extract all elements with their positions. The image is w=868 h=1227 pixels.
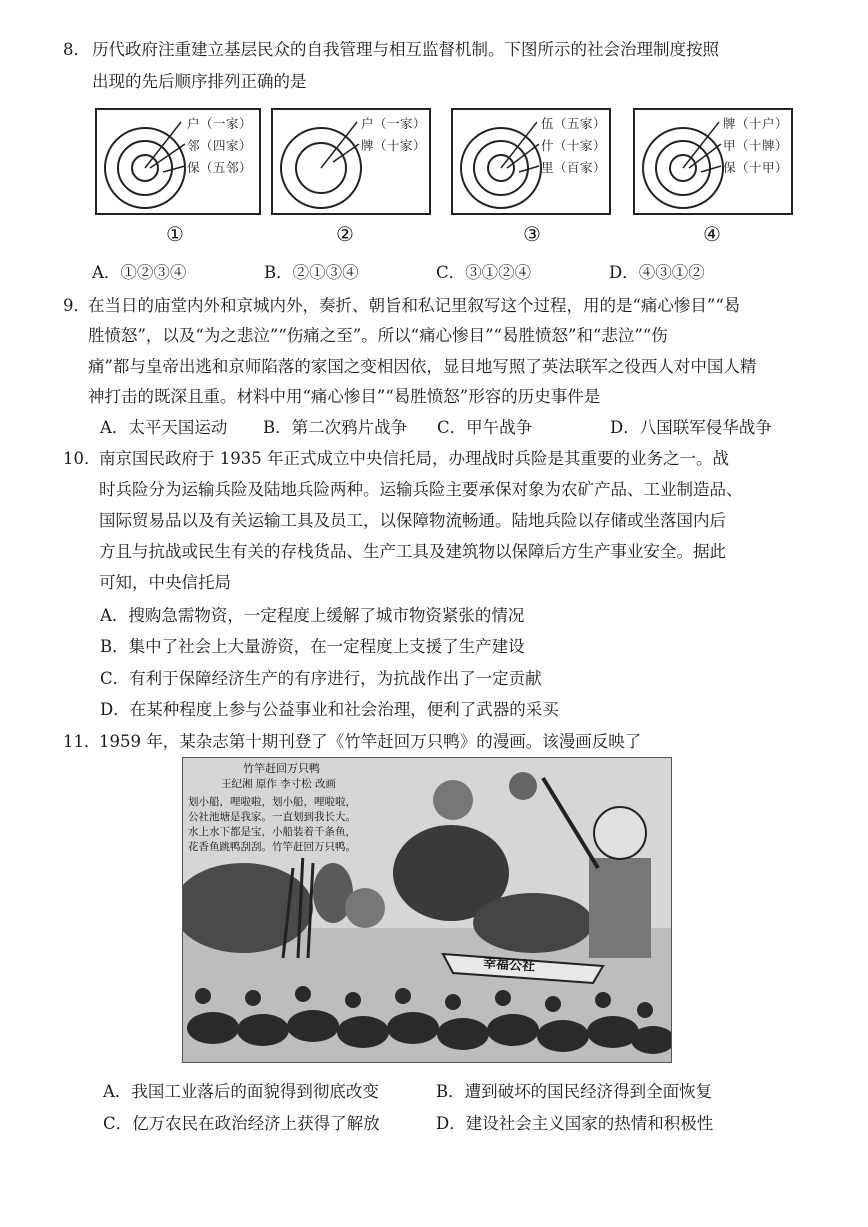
diagram-4	[633, 108, 793, 215]
ring-label: 里（百家）	[541, 160, 607, 175]
ring-label: 户（一家）	[187, 116, 253, 131]
diagram-label: ①	[166, 222, 184, 246]
question-number: 11．	[63, 732, 101, 751]
option-a[interactable]: A．搜购急需物资，一定程度上缓解了城市物资紧张的情况	[100, 606, 525, 625]
option-d[interactable]: D．在某种程度上参与公益事业和社会治理，便利了武器的采买	[100, 700, 559, 719]
option-b[interactable]: B．集中了社会上大量游资，在一定程度上支援了生产建设	[100, 637, 525, 656]
question-stem-line: 在当日的庙堂内外和京城内外，奏折、朝旨和私记里叙写这个过程，用的是“痛心惨目”“曷	[88, 296, 741, 315]
question-number: 10．	[63, 449, 101, 468]
ring-label: 保（十甲）	[723, 160, 789, 175]
ring-label: 牌（十家）	[361, 138, 427, 153]
question-stem-line: 出现的先后顺序排列正确的是	[92, 72, 307, 91]
question-stem-line: 胜愤怒”，以及“为之悲泣”“伤痛之至”。所以“痛心惨目”“曷胜愤怒”和“悲泣”“伤	[88, 326, 668, 345]
option-c[interactable]: C．亿万农民在政治经济上获得了解放	[103, 1114, 380, 1133]
ring-label: 户（一家）	[361, 116, 427, 131]
diagram-label: ④	[703, 222, 721, 246]
question-stem-line: 国际贸易品以及有关运输工具及员工，以保障物流畅通。陆地兵险以存储或坐落国内后	[99, 511, 726, 530]
question-stem-line: 历代政府注重建立基层民众的自我管理与相互监督机制。下图所示的社会治理制度按照	[92, 40, 719, 59]
question-number: 9．	[63, 296, 90, 315]
option-c[interactable]: C．甲午战争	[437, 418, 533, 437]
question-stem-line: 南京国民政府于 1935 年正式成立中央信托局，办理战时兵险是其重要的业务之一。战	[99, 449, 729, 468]
option-b[interactable]: B．第二次鸦片战争	[263, 418, 408, 437]
option-c[interactable]: C．有利于保障经济生产的有序进行，为抗战作出了一定贡献	[100, 669, 542, 688]
option-a[interactable]: A．我国工业落后的面貌得到彻底改变	[103, 1082, 379, 1101]
option-d[interactable]: D．八国联军侵华战争	[610, 418, 772, 437]
option-b[interactable]: B．遭到破坏的国民经济得到全面恢复	[436, 1082, 713, 1101]
option-d[interactable]: D．④③①②	[609, 263, 705, 282]
question-stem-line: 方且与抗战或民生有关的存栈货品、生产工具及建筑物以保障后方生产事业安全。据此	[99, 542, 726, 561]
option-a[interactable]: A．①②③④	[92, 263, 187, 282]
diagram-1	[95, 108, 261, 215]
question-stem-line: 时兵险分为运输兵险及陆地兵险两种。运输兵险主要承保对象为农矿产品、工业制造品、	[99, 480, 743, 499]
cartoon-poem-line: 划小船，哩啦啦，划小船，哩啦啦，	[188, 796, 356, 808]
cartoon-credit: 王纪湘 原作 李寸松 改画	[221, 778, 337, 790]
option-d[interactable]: D．建设社会主义国家的热情和积极性	[436, 1114, 714, 1133]
diagram-3	[451, 108, 611, 215]
question-stem-line: 痛”都与皇帝出逃和京师陷落的家国之变相因依，显目地写照了英法联军之役西人对中国人精	[88, 357, 757, 376]
diagram-label: ③	[523, 222, 541, 246]
question-stem-line: 1959 年，某杂志第十期刊登了《竹竿赶回万只鸭》的漫画。该漫画反映了	[99, 732, 642, 751]
ring-label: 甲（十牌）	[723, 138, 789, 153]
question-stem-line: 可知，中央信托局	[99, 573, 231, 592]
ring-label: 什（十家）	[541, 138, 607, 153]
ring-label: 伍（五家）	[541, 116, 607, 131]
cartoon-poem-line: 水上水下都是宝，小船装着千条鱼，	[188, 826, 356, 838]
ring-label: 保（五邻）	[187, 160, 253, 175]
cartoon-image	[182, 757, 672, 1063]
option-a[interactable]: A．太平天国运动	[100, 418, 228, 437]
cartoon-title: 竹竿赶回万只鸭	[243, 762, 320, 775]
diagram-label: ②	[336, 222, 354, 246]
ring-label: 邻（四家）	[187, 138, 253, 153]
boat-sign: 幸福公社	[482, 956, 536, 975]
option-b[interactable]: B．②①③④	[264, 263, 359, 282]
question-number: 8．	[63, 40, 90, 59]
cartoon-poem-line: 公社池塘是我家。一直划到我长大。	[188, 811, 356, 823]
question-stem-line: 神打击的既深且重。材料中用“痛心惨目”“曷胜愤怒”形容的历史事件是	[88, 387, 601, 406]
option-c[interactable]: C．③①②④	[436, 263, 532, 282]
cartoon-poem-line: 花香鱼跳鸭刮刮。竹竿赶回万只鸭。	[188, 841, 356, 853]
ring-label: 牌（十户）	[723, 116, 789, 131]
diagram-2	[271, 108, 431, 215]
